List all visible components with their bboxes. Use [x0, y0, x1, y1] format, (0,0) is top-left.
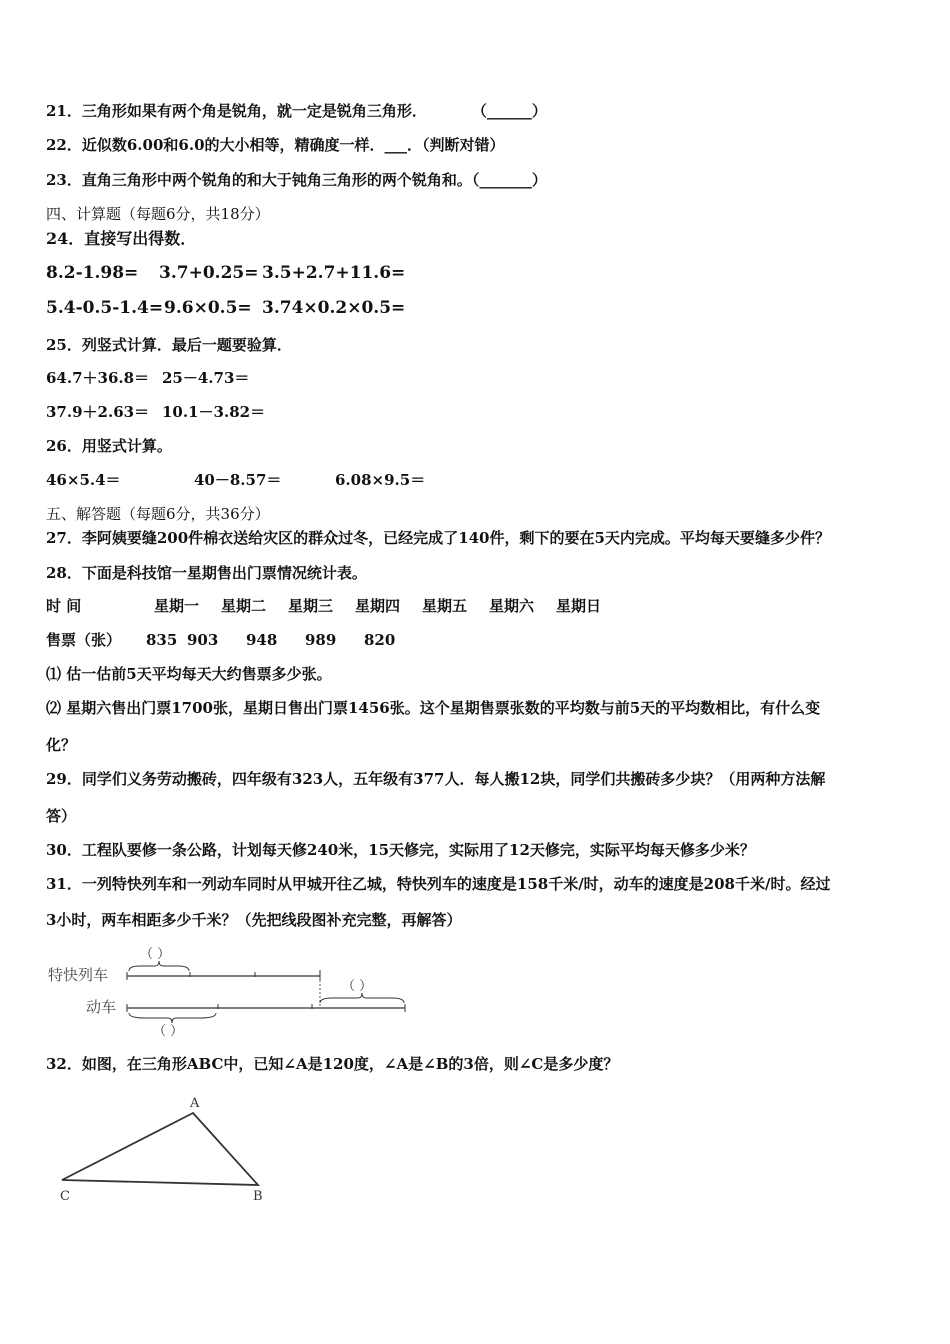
blank-top: （ ） — [140, 947, 171, 962]
segment-diagram — [40, 940, 420, 1040]
table-header-cell: 星期四 — [355, 597, 401, 615]
question-27: 27．李阿姨要缝200件棉衣送给灾区的群众过冬，已经完成了140件，剩下的要在5天内完成。平均每天要缝多少件？ — [46, 529, 830, 547]
expr: 3.7+0.25= — [159, 263, 259, 283]
table-header-cell: 星期六 — [489, 597, 535, 615]
vertex-b-label: B — [253, 1189, 263, 1204]
question-25: 25．列竖式计算．最后一题要验算． — [46, 336, 292, 354]
table-cell: 948 — [246, 631, 278, 649]
vertex-a-label: A — [190, 1096, 200, 1111]
brace-right — [320, 993, 404, 1003]
ticket-table-header — [0, 596, 950, 618]
triangle-abc — [50, 1090, 280, 1210]
q24-row-2 — [0, 298, 950, 322]
table-header-cell: 星期一 — [154, 597, 200, 615]
expr: 8.2-1.98= — [46, 263, 139, 283]
q25-row-1 — [0, 368, 950, 390]
express-train-label: 特快列车 — [48, 966, 109, 984]
expr: 10.1－3.82＝ — [162, 403, 266, 421]
section-5-heading: 五、解答题（每题6分，共36分） — [46, 505, 270, 523]
q26-row-1 — [0, 470, 950, 492]
table-cell: 989 — [305, 631, 337, 649]
table-header-cell: 星期五 — [422, 597, 468, 615]
q25-row-2 — [0, 402, 950, 424]
expr: 40－8.57＝ — [194, 471, 282, 489]
question-32: 32．如图，在三角形ABC中，已知∠A是120度，∠A是∠B的3倍，则∠C是多少度？ — [46, 1055, 619, 1073]
expr: 64.7＋36.8＝ — [46, 369, 150, 387]
expr: 5.4-0.5-1.4= — [46, 298, 164, 318]
question-28-part-1: ⑴ 估一估前5天平均每天大约售票多少张。 — [46, 665, 332, 683]
question-30: 30．工程队要修一条公路，计划每天修240米，15天修完，实际用了12天修完，实际平均每天修多少米？ — [46, 841, 755, 859]
expr: 46×5.4＝ — [46, 471, 121, 489]
expr: 6.08×9.5＝ — [335, 471, 426, 489]
question-31: 31．一列特快列车和一列动车同时从甲城开往乙城，特快列车的速度是158千米/时，动车的速度是208千米/时。经过 — [46, 875, 831, 893]
q24-row-1 — [0, 263, 950, 287]
table-cell: 售票（张） — [46, 631, 122, 649]
expr: 25－4.73＝ — [162, 369, 250, 387]
question-28-part-2-cont: 化？ — [46, 736, 77, 754]
question-21: 21．三角形如果有两个角是锐角，就一定是锐角三角形． （______） — [46, 102, 547, 120]
question-28: 28．下面是科技馆一星期售出门票情况统计表。 — [46, 564, 367, 582]
table-cell: 903 — [187, 631, 219, 649]
table-header-cell: 星期日 — [556, 597, 602, 615]
question-26: 26．用竖式计算。 — [46, 437, 172, 455]
question-31-cont: 3小时，两车相距多少千米？（先把线段图补充完整，再解答） — [46, 911, 462, 929]
triangle-shape — [62, 1113, 258, 1185]
blank-bottom: （ ） — [153, 1024, 184, 1039]
question-24: 24．直接写出得数． — [46, 229, 197, 248]
vertex-c-label: C — [60, 1189, 70, 1204]
brace-top — [129, 961, 189, 971]
question-23: 23．直角三角形中两个锐角的和大于钝角三角形的两个锐角和。（_______） — [46, 171, 547, 189]
ticket-table-row — [0, 630, 950, 652]
blank-right: （ ） — [342, 979, 373, 994]
table-cell: 835 — [146, 631, 178, 649]
table-header-cell: 星期三 — [288, 597, 334, 615]
bullet-train-label: 动车 — [86, 998, 117, 1016]
expr: 3.74×0.2×0.5= — [262, 298, 406, 318]
question-28-part-2: ⑵ 星期六售出门票1700张，星期日售出门票1456张。这个星期售票张数的平均数与前5天的平均数相比，有什么变 — [46, 699, 821, 717]
brace-bottom — [129, 1013, 216, 1023]
table-cell: 820 — [364, 631, 396, 649]
section-4-heading: 四、计算题（每题6分，共18分） — [46, 205, 270, 223]
question-29-cont: 答） — [46, 807, 77, 825]
expr: 3.5+2.7+11.6= — [262, 263, 406, 283]
expr: 9.6×0.5= — [164, 298, 252, 318]
question-22: 22．近似数6.00和6.0的大小相等，精确度一样．___．（判断对错） — [46, 136, 505, 154]
question-29: 29．同学们义务劳动搬砖，四年级有323人，五年级有377人．每人搬12块，同学们共搬砖多少块？（用两种方法解 — [46, 770, 826, 788]
table-header-cell: 时 间 — [46, 597, 82, 615]
expr: 37.9＋2.63＝ — [46, 403, 150, 421]
table-header-cell: 星期二 — [221, 597, 267, 615]
